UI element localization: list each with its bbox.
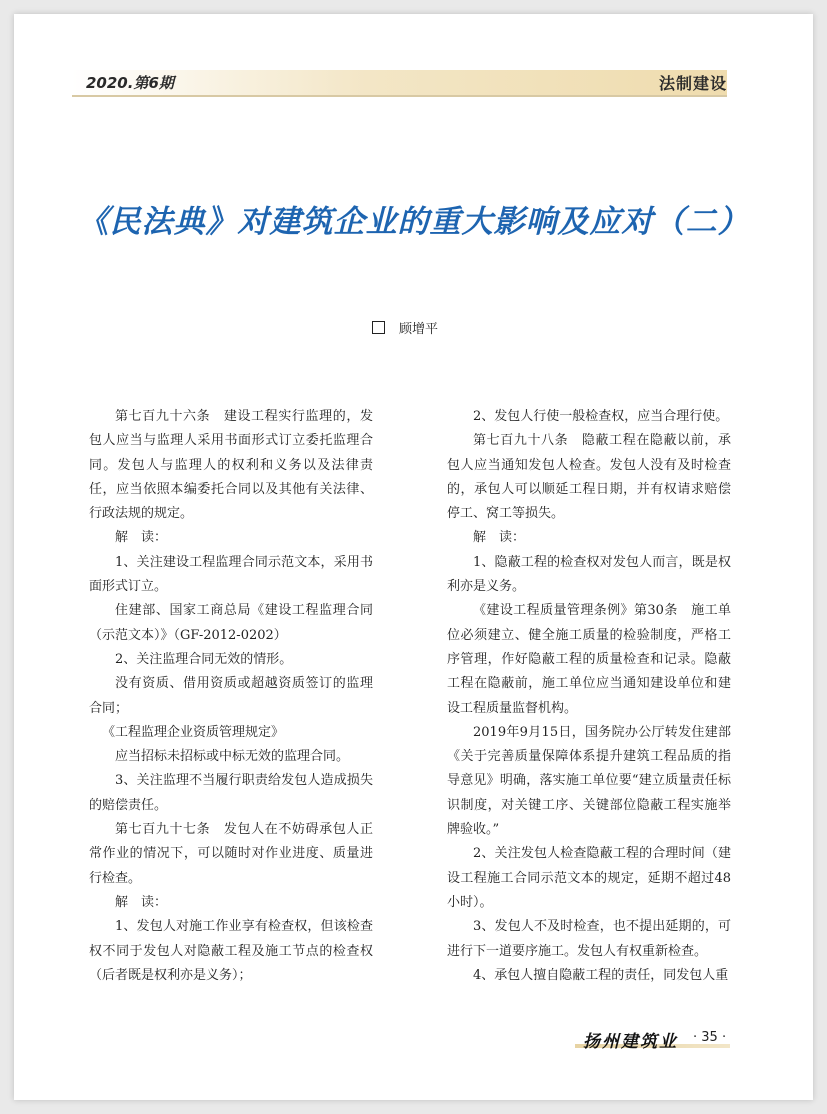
paragraph: 《工程监理企业资质管理规定》 [102,724,285,740]
paragraph: 3、关注监理不当履行职责给发包人造成损失的赔偿责任。 [89,773,373,813]
paragraph: 2019年9月15日，国务院办公厅转发住建部《关于完善质量保障体系提升建筑工程品质的指导意见》明确，落实施工单位要“建立质量责任标识制度，对关键工序、关键部位隐蔽工程实施举牌验收。” [447,724,731,838]
page-number: · 35 · [693,1030,727,1045]
author-line [372,318,438,337]
paragraph: 1、发包人对施工作业享有检查权，但该检查权不同于发包人对隐蔽工程及施工节点的检查权（后者既是权利亦是义务）； [89,919,373,983]
paragraph: 应当招标未招标或中标无效的监理合同。 [115,749,350,765]
article-title: 《民法典》对建筑企业的重大影响及应对（二） [77,204,750,240]
paragraph: 4、承包人擅自隐蔽工程的责任，同发包人重 [473,967,729,983]
paragraph: 《建设工程质量管理条例》第30条 施工单位必须建立、健全施工质量的检验制度，严格工序管理，作好隐蔽工程的质量检查和记录。隐蔽工程在隐蔽前，施工单位应当通知建设单位和建设工程质量监督机构。 [447,603,731,716]
paragraph: 3、发包人不及时检查，也不提出延期的，可进行下一道要序施工。发包人有权重新检查。 [447,919,731,959]
paragraph: 解 读： [115,530,168,546]
paragraph: 住建部、国家工商总局《建设工程监理合同（示范文本）》（GF-2012-0202） [89,603,373,643]
issue-label: 2020.第6期 [86,74,174,92]
paragraph: 第七百九十八条 隐蔽工程在隐蔽以前，承包人应当通知发包人检查。发包人没有及时检查的，承包人可以顺延工程日期，并有权请求赔偿停工、窝工等损失。 [447,433,731,522]
author-marker-icon [372,321,385,334]
paragraph: 1、关注建设工程监理合同示范文本，采用书面形式订立。 [89,554,373,595]
paragraph: 解 读： [473,530,526,546]
section-label: 法制建设 [658,74,727,93]
paragraph: 2、关注发包人检查隐蔽工程的合理时间（建设工程施工合同示范文本的规定，延期不超过48小时）。 [447,846,731,910]
paragraph: 第七百九十六条 建设工程实行监理的，发包人应当与监理人采用书面形式订立委托监理合同。发包人与监理人的权利和义务以及法律责任，应当依照本编委托合同以及其他有关法律、行政法规的规定。 [89,409,373,522]
paragraph: 2、关注监理合同无效的情形。 [115,651,293,667]
right-column [447,405,731,988]
paragraph: 2、发包人行使一般检查权，应当合理行使。 [473,409,729,424]
paragraph: 1、隐蔽工程的检查权对发包人而言，既是权利亦是义务。 [447,554,731,595]
author-name: 顾增平 [399,322,439,337]
paragraph: 没有资质、借用资质或超越资质签订的监理合同； [89,676,373,716]
header-rule [72,95,727,97]
paragraph: 解 读： [115,894,168,910]
paragraph: 第七百九十七条 发包人在不妨碍承包人正常作业的情况下，可以随时对作业进度、质量进行检查。 [89,822,373,886]
magazine-logo: 扬州建筑业 [583,1032,678,1052]
left-column [89,405,373,988]
